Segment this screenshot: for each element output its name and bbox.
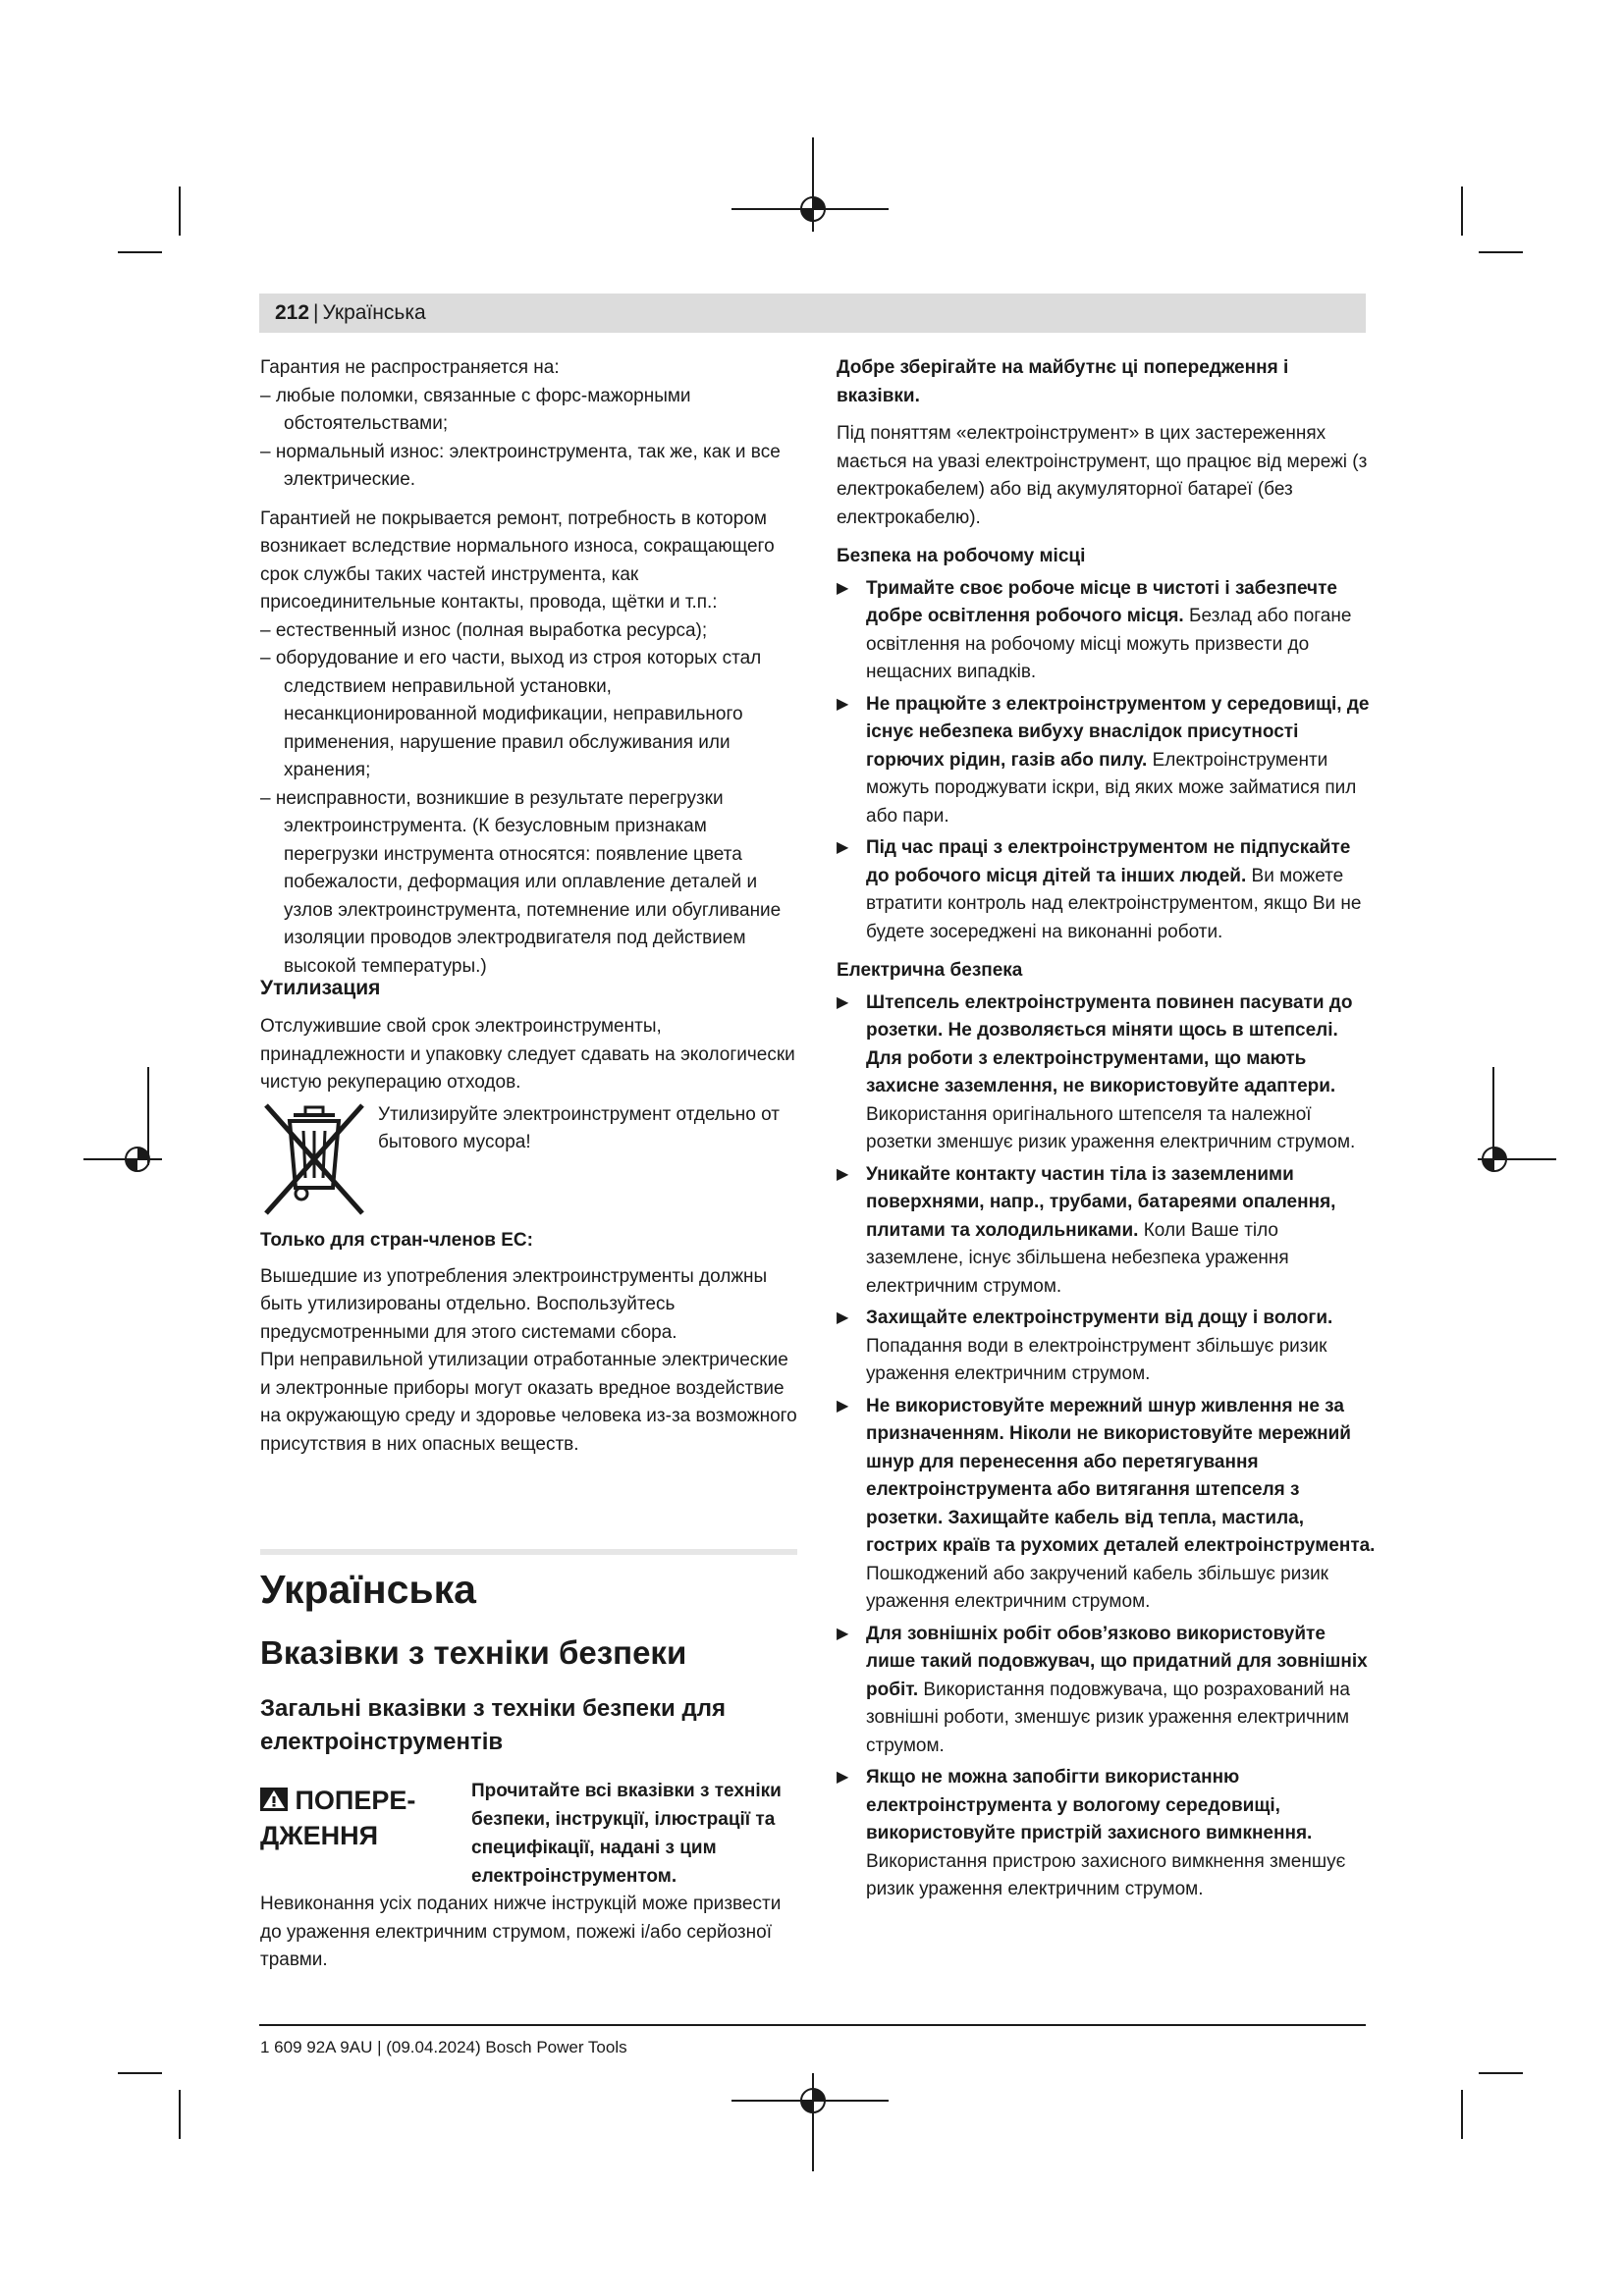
warranty-intro: Гарантия не распространяется на: xyxy=(260,357,560,378)
bullet-arrow-icon: ▶ xyxy=(837,993,849,1011)
crop-mark xyxy=(1479,2072,1523,2074)
electric-item-bold: Штепсель електроінструмента повинен пасувати до розетки. Не дозволяється міняти щось в штепселі. Для роботи з електроінструментами, що мають захисне заземлення, не використовуйте адаптери. xyxy=(866,991,1353,1096)
crop-mark xyxy=(1478,1158,1556,1160)
warning-label-box xyxy=(260,1783,457,1853)
work-item-text: Ви можете втратити контроль над електроінструментом, якщо Ви не будете зосереджені на виконанні роботи. xyxy=(866,865,1362,942)
electric-item-bold: Якщо не можна запобігти використанню електроінструмента у вологому середовищі, використовуйте пристрій захисного вимкнення. xyxy=(866,1767,1313,1843)
electric-item-bold: Уникайте контакту частин тіла із заземленими поверхнями, напр., трубами, батареями опалення, плитами та холодильниками. xyxy=(866,1163,1336,1241)
work-item xyxy=(837,691,1377,831)
disposal-icon-text: Утилизируйте электроинструмент отдельно от бытового мусора! xyxy=(378,1103,780,1152)
keep-heading: Добре зберігайте на майбутнє ці попередження і вказівки. xyxy=(837,357,1289,406)
electric-item-bold: Не використовуйте мережний шнур живлення не за призначенням. Ніколи не використовуйте мережний шнур для перенесення або перетягування електроінструмента або витягання штепселя з розетки. Захищайте кабель від тепла, мастила, гострих країв та рухомих деталей електроінструмента. xyxy=(866,1395,1376,1556)
crossed-bin-icon xyxy=(260,1101,368,1217)
crop-mark xyxy=(118,251,162,253)
electric-item xyxy=(837,1764,1377,1904)
electric-item xyxy=(837,1621,1377,1761)
work-item-bold: Тримайте своє робоче місце в чистоті і забезпечте добре освітлення робочого місця. xyxy=(866,577,1337,626)
repair-item: – оборудование и его части, выход из строя которых стал следствием неправильной установки, несанкционированной модификации, неправильного применения, нарушение правил обслуживания или хранения; xyxy=(260,648,762,780)
electric-item xyxy=(837,1161,1377,1302)
bullet-arrow-icon: ▶ xyxy=(837,1397,849,1415)
crop-mark xyxy=(1479,251,1523,253)
work-item xyxy=(837,575,1377,687)
electric-item-text: Використання оригінального штепселя та належної розетки зменшує ризик ураження електричним струмом. xyxy=(866,1103,1356,1152)
bullet-arrow-icon: ▶ xyxy=(837,1165,849,1183)
warning-text: Невиконання усіх поданих нижче інструкцій може призвести до ураження електричним струмом, пожежі і/або серйозної травми. xyxy=(260,1894,782,1970)
work-item-bold: Не працюйте з електроінструментом у середовищі, де існує небезпека вибуху внаслідок присутності горючих рідин, газів або пилу. xyxy=(866,693,1370,771)
work-item-text: Електроінструменти можуть породжувати іскри, від яких може займатися пил або пари. xyxy=(866,749,1357,827)
disposal-section xyxy=(260,974,797,1219)
footer-rule xyxy=(259,2024,1366,2026)
crop-mark xyxy=(731,2100,889,2102)
bullet-arrow-icon: ▶ xyxy=(837,1769,849,1786)
footer-text: 1 609 92A 9AU | (09.04.2024) Bosch Power Tools xyxy=(260,2038,627,2056)
work-heading: Безпека на робочому місці xyxy=(837,546,1086,566)
repair-item: – естественный износ (полная выработка ресурса); xyxy=(260,619,708,641)
bullet-arrow-icon: ▶ xyxy=(837,839,849,856)
warning-triangle-icon xyxy=(260,1788,288,1811)
eu-text: Вышедшие из употребления электроинструменты должны быть утилизированы отдельно. Воспользуйтесь предусмотренными для этого системами сбора. xyxy=(260,1265,768,1343)
crop-mark xyxy=(179,2090,181,2139)
eu-section xyxy=(260,1227,797,1459)
work-item xyxy=(837,834,1377,946)
eu-text: При неправильной утилизации отработанные электрические и электронные приборы могут оказать вредное воздействие на окружающую среду и здоровье человека из-за возможного присутствия в них опасных веществ. xyxy=(260,1350,797,1455)
keep-text: Під поняттям «електроінструмент» в цих застереженнях мається на увазі електроінструмент, що працює від мережі (з електрокабелем) або від акумуляторної батареї (без електрокабелю). xyxy=(837,423,1368,528)
bullet-arrow-icon: ▶ xyxy=(837,1309,849,1326)
ukrainian-section xyxy=(260,1565,797,1759)
electric-heading: Електрична безпека xyxy=(837,960,1023,981)
crop-mark xyxy=(812,137,814,232)
crop-mark xyxy=(83,1158,162,1160)
disposal-heading: Утилизация xyxy=(260,977,381,999)
header-language: Українська xyxy=(322,301,426,324)
crop-mark xyxy=(731,208,889,210)
repair-paragraph: Гарантией не покрывается ремонт, потребность в котором возникает вследствие нормального износа, сокращающего срок службы таких частей инструмента, как присоединительные контакты, провода, щётки и т.п.: xyxy=(260,507,775,613)
crop-mark xyxy=(179,187,181,236)
language-heading: Українська xyxy=(260,1567,476,1612)
bullet-arrow-icon: ▶ xyxy=(837,695,849,713)
warning-label: ПОПЕРЕ-ДЖЕННЯ xyxy=(260,1786,416,1850)
crop-mark xyxy=(1461,2090,1463,2139)
electric-item-text: Коли Ваше тіло заземлене, існує збільшена небезпека ураження електричним струмом. xyxy=(866,1219,1289,1297)
electric-item xyxy=(837,1305,1377,1389)
bullet-arrow-icon: ▶ xyxy=(837,579,849,597)
disposal-text: Отслужившие свой срок электроинструменты, принадлежности и упаковку следует сдавать на экологически чистую рекуперацию отходов. xyxy=(260,1016,795,1093)
warranty-item: – нормальный износ: электроинструмента, так же, как и все электрические. xyxy=(260,441,781,490)
electric-item-text: Пошкоджений або закручений кабель збільшує ризик ураження електричним струмом. xyxy=(866,1563,1328,1612)
work-item-bold: Під час праці з електроінструментом не підпускайте до робочого місця дітей та інших людей. xyxy=(866,837,1351,886)
safety-heading: Вказівки з техніки безпеки xyxy=(260,1634,687,1671)
work-item-text: Безлад або погане освітлення на робочому місці можуть призвести до нещасних випадків. xyxy=(866,606,1352,682)
crop-mark xyxy=(812,2073,814,2171)
left-column xyxy=(260,354,797,981)
bullet-arrow-icon: ▶ xyxy=(837,1625,849,1642)
warning-block xyxy=(260,1777,797,1975)
electric-item-text: Попадання води в електроінструмент збільшує ризик ураження електричним струмом. xyxy=(866,1335,1327,1384)
electric-item-text: Використання пристрою захисного вимкнення зменшує ризик ураження електричним струмом. xyxy=(866,1850,1346,1899)
crop-mark xyxy=(118,2072,162,2074)
electric-item xyxy=(837,989,1377,1157)
warranty-item: – любые поломки, связанные с форс-мажорными обстоятельствами; xyxy=(260,385,691,434)
warning-bold: Прочитайте всі вказівки з техніки безпеки, інструкції, ілюстрації та специфікації, надані з цим електроінструментом. xyxy=(471,1781,782,1887)
right-column xyxy=(837,354,1377,1904)
repair-item: – неисправности, возникшие в результате перегрузки электроинструмента. (К безусловным признакам перегрузки инструмента относятся: появление цвета побежалости, деформация или оплавление деталей и узлов электроинструмента, потемнение или обугливание изоляции проводов электродвигателя под действием высокой температуры.) xyxy=(260,787,782,977)
electric-item xyxy=(837,1393,1377,1617)
eu-heading: Только для стран-членов ЕС: xyxy=(260,1230,533,1251)
general-heading: Загальні вказівки з техніки безпеки для електроінструментів xyxy=(260,1695,726,1755)
electric-item-text: Використання подовжувача, що розрахований на зовнішні роботи, зменшує ризик ураження електричним струмом. xyxy=(866,1679,1350,1756)
page-header: 212 | Українська xyxy=(275,301,426,324)
page-number: 212 xyxy=(275,301,310,324)
crop-mark xyxy=(1461,187,1463,236)
electric-item-bold: Захищайте електроінструменти від дощу і вологи. xyxy=(866,1308,1333,1328)
electric-item-bold: Для зовнішніх робіт обов’язково використовуйте лише такий подовжувач, що придатний для зовнішніх робіт. xyxy=(866,1623,1368,1700)
section-rule xyxy=(260,1549,797,1555)
